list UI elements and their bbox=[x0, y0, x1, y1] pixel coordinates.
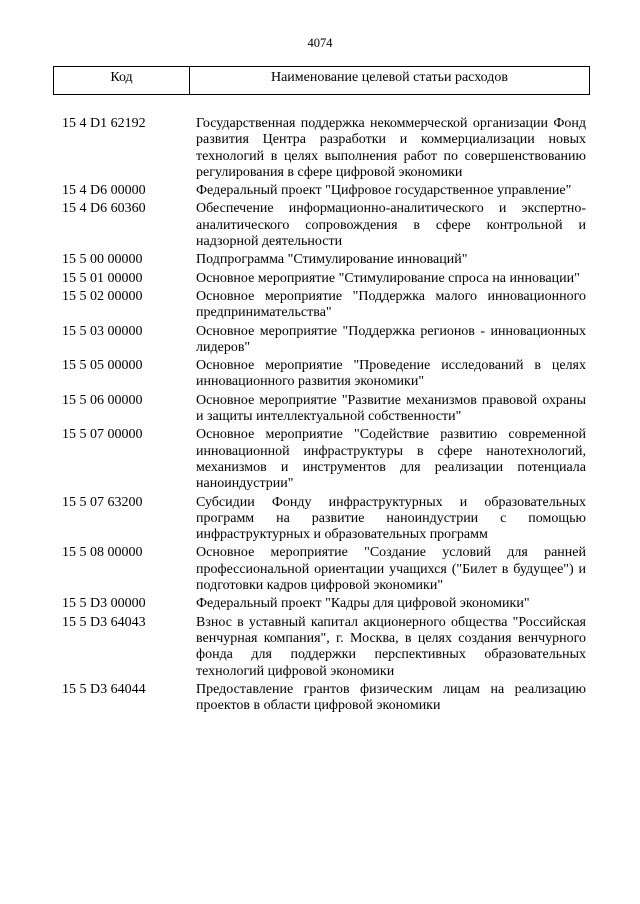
table-row bbox=[62, 596, 586, 612]
row-code: 15 5 D3 64044 bbox=[62, 681, 146, 697]
table-row bbox=[62, 271, 586, 287]
table-row bbox=[62, 393, 586, 426]
row-code: 15 5 05 00000 bbox=[62, 358, 143, 374]
row-code: 15 4 D6 00000 bbox=[62, 183, 146, 199]
row-text: Предоставление грантов физическим лицам на реализацию проектов в области цифровой экономики bbox=[196, 681, 586, 714]
table-row bbox=[62, 427, 586, 492]
table-row bbox=[62, 289, 586, 322]
table-row bbox=[62, 324, 586, 357]
page-number: 4074 bbox=[307, 36, 333, 50]
table-row bbox=[62, 116, 586, 181]
row-text: Основное мероприятие "Создание условий для ранней профессиональной ориентации учащихся ("Билет в будущее") и подготовки кадров цифровой экономики" bbox=[196, 545, 586, 594]
row-text: Обеспечение информационно-аналитического и экспертно-аналитического сопровождения в сфере контрольной и надзорной деятельности bbox=[196, 201, 586, 250]
row-code: 15 5 08 00000 bbox=[62, 545, 143, 561]
row-text: Основное мероприятие "Поддержка малого инновационного предпринимательства" bbox=[196, 288, 586, 321]
row-text: Субсидии Фонду инфраструктурных и образовательных программ на развитие наноиндустрии с помощью инфраструктурных и образовательных программ bbox=[196, 494, 586, 543]
row-text: Основное мероприятие "Стимулирование спроса на инновации" bbox=[196, 270, 580, 286]
row-code: 15 5 01 00000 bbox=[62, 270, 143, 286]
row-code: 15 5 06 00000 bbox=[62, 392, 143, 408]
table-row bbox=[62, 358, 586, 391]
row-text: Основное мероприятие "Содействие развитию современной инновационной инфраструктуры в сфере нанотехнологий, механизмов и инструментов для реализации потенциала наноиндустрии" bbox=[196, 427, 586, 492]
row-text: Подпрограмма "Стимулирование инноваций" bbox=[196, 252, 468, 268]
table-body bbox=[62, 116, 586, 716]
table-header bbox=[53, 66, 590, 95]
header-name: Наименование целевой статьи расходов bbox=[270, 70, 509, 85]
row-code: 15 5 D3 00000 bbox=[62, 596, 146, 612]
row-text: Федеральный проект "Цифровое государственное управление" bbox=[196, 183, 572, 199]
table-row bbox=[62, 183, 586, 199]
row-code: 15 4 D1 62192 bbox=[62, 116, 146, 131]
table-row bbox=[62, 252, 586, 268]
row-text: Основное мероприятие "Проведение исследований в целях инновационного развития экономики" bbox=[196, 358, 586, 390]
row-text: Взнос в уставный капитал акционерного общества "Российская венчурная компания", г. Москва, в целях создания венчурного фонда для поддержки перспективных образовательных технологий цифровой экономики bbox=[196, 614, 586, 679]
row-code: 15 5 07 63200 bbox=[62, 494, 143, 510]
row-text: Основное мероприятие "Развитие механизмов правовой охраны и защиты интеллектуальной собственности" bbox=[196, 392, 586, 425]
table-row bbox=[62, 545, 586, 594]
row-text: Основное мероприятие "Поддержка регионов - инновационных лидеров" bbox=[196, 323, 586, 355]
header-code: Код bbox=[54, 67, 190, 94]
row-code: 15 5 D3 64043 bbox=[62, 614, 146, 630]
table-row bbox=[62, 615, 586, 680]
table-row bbox=[62, 495, 586, 544]
row-text: Государственная поддержка некоммерческой организации Фонд развития Центра разработки и коммерциализации новых технологий в целях выполнения работ по совершенствованию регулирования в сфере цифровой экономики bbox=[196, 116, 586, 180]
row-code: 15 5 03 00000 bbox=[62, 323, 143, 339]
table-row bbox=[62, 682, 586, 715]
row-code: 15 4 D6 60360 bbox=[62, 201, 146, 217]
row-code: 15 5 07 00000 bbox=[62, 427, 143, 443]
row-code: 15 5 00 00000 bbox=[62, 252, 143, 268]
row-code: 15 5 02 00000 bbox=[62, 288, 143, 304]
table-row bbox=[62, 201, 586, 250]
row-text: Федеральный проект "Кадры для цифровой экономики" bbox=[196, 596, 530, 612]
